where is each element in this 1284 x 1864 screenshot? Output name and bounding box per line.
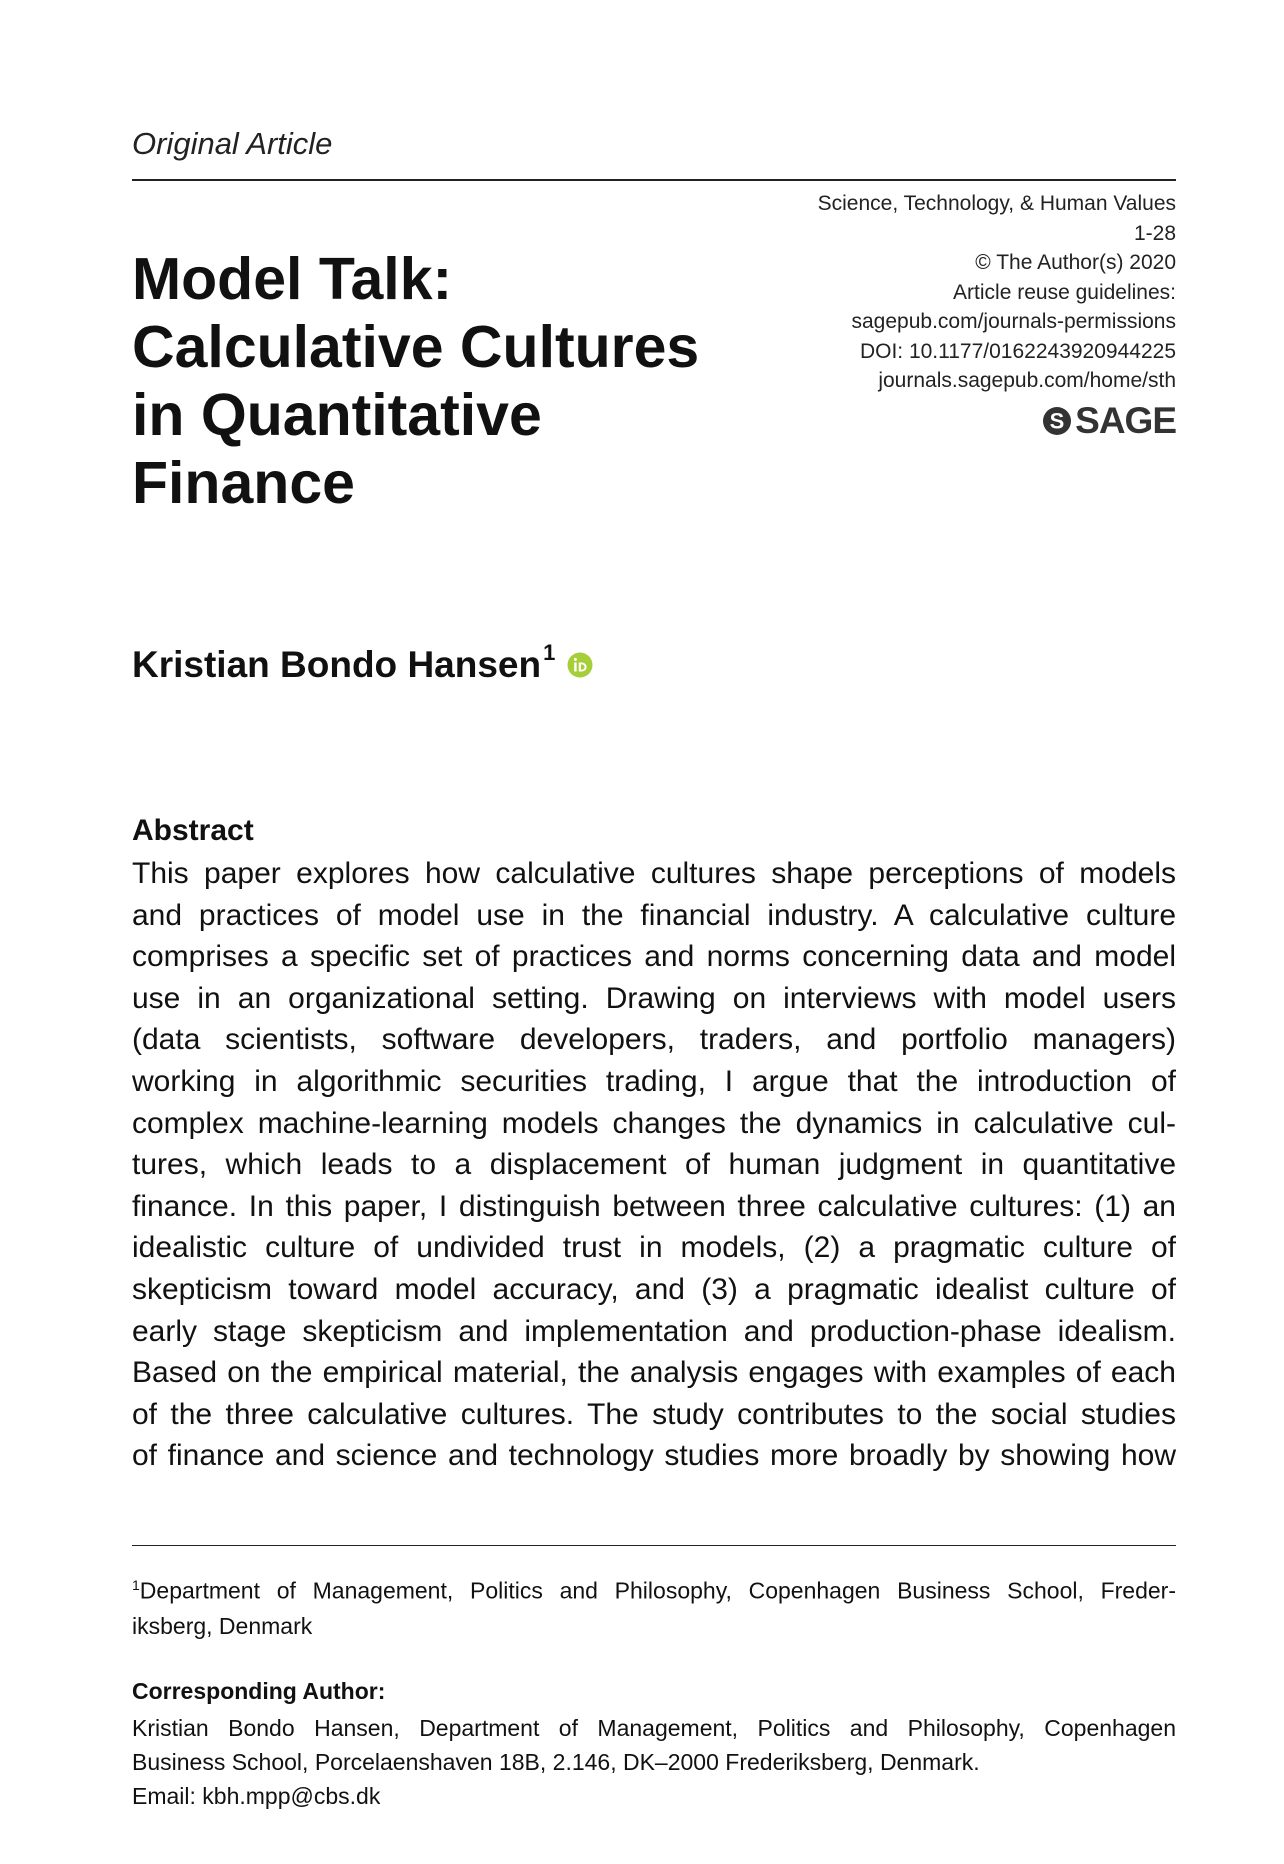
abstract-line: idealistic culture of undivided trust in models, (2) a pragmatic culture of: [132, 1231, 1176, 1265]
affiliation-footnote: [132, 1568, 1176, 1644]
copyright-notice: © The Author(s) 2020: [975, 251, 1176, 274]
page-range: 1-28: [1133, 221, 1176, 245]
abstract-line: early stage skepticism and implementation and production-phase idealism.: [132, 1314, 1176, 1348]
article-title: [132, 245, 772, 517]
sage-wordmark: SAGE: [1075, 400, 1176, 441]
sage-s-icon: [1042, 406, 1072, 436]
abstract-line: and practices of model use in the financial industry. A calculative culture: [132, 898, 1176, 932]
corresponding-email[interactable]: Email: kbh.mpp@cbs.dk: [132, 1783, 381, 1809]
corresponding-author-heading: Corresponding Author:: [132, 1678, 386, 1704]
title-line: in Quantitative: [132, 382, 542, 448]
journal-homepage-link[interactable]: journals.sagepub.com/home/sth: [878, 369, 1176, 392]
abstract-line: working in algorithmic securities trading, I argue that the introduction of: [132, 1064, 1176, 1098]
abstract-heading: Abstract: [132, 814, 254, 847]
corresponding-line: Business School, Porcelaenshaven 18B, 2.146, DK–2000 Frederiksberg, Denmark.: [132, 1749, 980, 1775]
header-divider: [132, 179, 1176, 181]
abstract-line: (data scientists, software developers, traders, and portfolio managers): [132, 1023, 1176, 1057]
orcid-icon[interactable]: [567, 652, 593, 678]
abstract-body: [132, 853, 1176, 1477]
affiliation-line: iksberg, Denmark: [132, 1612, 313, 1639]
sage-logo: [1042, 402, 1176, 439]
abstract-line: skepticism toward model accuracy, and (3) a pragmatic idealist culture of: [132, 1272, 1176, 1306]
reuse-guidelines-link[interactable]: sagepub.com/journals-permissions: [851, 310, 1176, 333]
author-byline: [132, 640, 593, 686]
affiliation-line: [132, 1568, 1176, 1609]
abstract-line: finance. In this paper, I distinguish between three calculative cultures: (1) an: [132, 1189, 1176, 1223]
doi[interactable]: DOI: 10.1177/0162243920944225: [859, 339, 1176, 363]
abstract-line: tures, which leads to a displacement of human judgment in quantitative: [132, 1148, 1176, 1182]
author-affiliation-mark: 1: [543, 640, 556, 665]
title-line: Calculative Cultures: [132, 314, 700, 380]
article-type-label: Original Article: [132, 126, 333, 161]
abstract-line: use in an organizational setting. Drawing on interviews with model users: [132, 981, 1176, 1015]
abstract-line: comprises a specific set of practices and norms concerning data and model: [132, 940, 1176, 974]
abstract-line: of finance and science and technology studies more broadly by showing how: [132, 1439, 1176, 1473]
corresponding-author-details: [132, 1711, 1176, 1813]
affiliation-text: Department of Management, Politics and Philosophy, Copenhagen Business School, Freder-: [139, 1577, 1176, 1604]
reuse-guidelines-label: Article reuse guidelines:: [953, 280, 1176, 304]
svg-text:S: S: [1049, 408, 1065, 433]
corresponding-line: Kristian Bondo Hansen, Department of Management, Politics and Philosophy, Copenhagen: [132, 1715, 1176, 1741]
title-line: Model Talk:: [132, 246, 453, 312]
author-name: Kristian Bondo Hansen: [132, 644, 542, 685]
journal-metadata: [818, 189, 1176, 396]
abstract-line: of the three calculative cultures. The study contributes to the social studies: [132, 1397, 1176, 1431]
footnote-divider: [132, 1545, 1176, 1546]
affiliation-footnote-mark: 1: [132, 1577, 140, 1593]
abstract-line: This paper explores how calculative cultures shape perceptions of models: [132, 857, 1176, 890]
title-line: Finance: [132, 450, 355, 516]
abstract-line: complex machine-learning models changes the dynamics in calculative cul-: [132, 1106, 1176, 1140]
abstract-line: Based on the empirical material, the analysis engages with examples of each: [132, 1356, 1176, 1390]
journal-name: Science, Technology, & Human Values: [817, 192, 1176, 215]
